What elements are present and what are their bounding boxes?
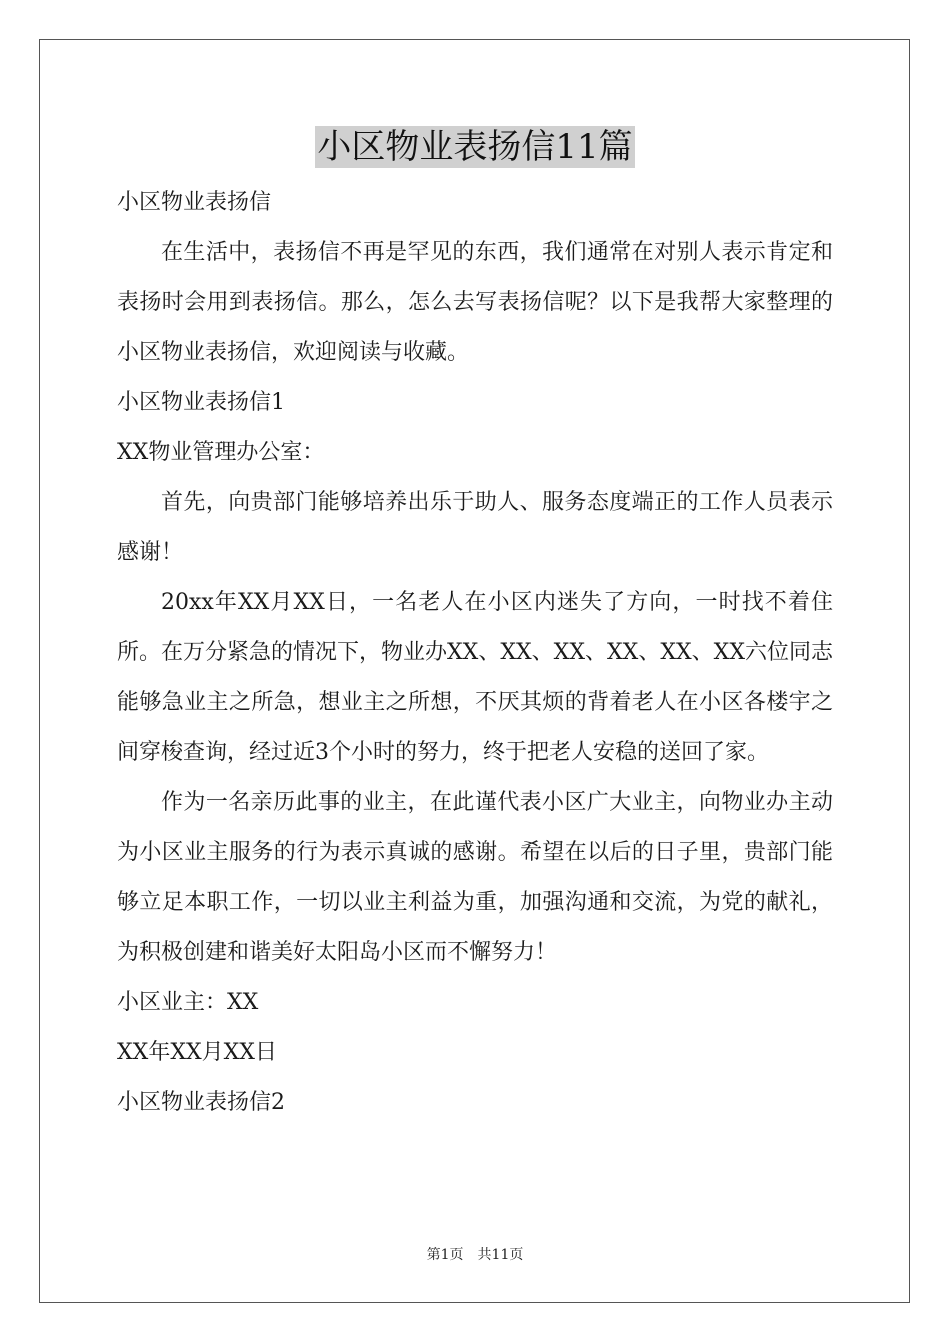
paragraph: 20xx年XX月XX日，一名老人在小区内迷失了方向，一时找不着住所。在万分紧急的情况下，物业办XX、XX、XX、XX、XX、XX六位同志能够急业主之所急，想业主之所想，不厌其烦的背着老人在小区各楼宇之间穿梭查询，经过近3个小时的努力，终于把老人安稳的送回了家。 [117, 590, 833, 765]
paragraph: 作为一名亲历此事的业主，在此谨代表小区广大业主，向物业办主动为小区业主服务的行为表示真诚的感谢。希望在以后的日子里，贵部门能够立足本职工作，一切以业主利益为重，加强沟通和交流，为党的献礼，为积极创建和谐美好太阳岛小区而不懈努力！ [117, 790, 833, 965]
salutation: XX物业管理办公室： [117, 440, 325, 465]
title-container [0, 126, 950, 168]
document-body [117, 178, 833, 1128]
signature: 小区业主：XX [117, 990, 259, 1015]
page-footer: 第1页 共11页 [426, 1247, 524, 1263]
document-title: 小区物业表扬信11篇 [317, 127, 633, 167]
paragraph: 小区物业表扬信 [117, 190, 272, 215]
paragraph: 首先，向贵部门能够培养出乐于助人、服务态度端正的工作人员表示感谢！ [117, 490, 833, 565]
paragraph: 在生活中，表扬信不再是罕见的东西，我们通常在对别人表示肯定和表扬时会用到表扬信。那么，怎么去写表扬信呢？以下是我帮大家整理的小区物业表扬信，欢迎阅读与收藏。 [117, 240, 833, 365]
section-heading: 小区物业表扬信1 [117, 390, 285, 415]
date-line: XX年XX月XX日 [117, 1040, 277, 1065]
section-heading: 小区物业表扬信2 [117, 1090, 285, 1115]
